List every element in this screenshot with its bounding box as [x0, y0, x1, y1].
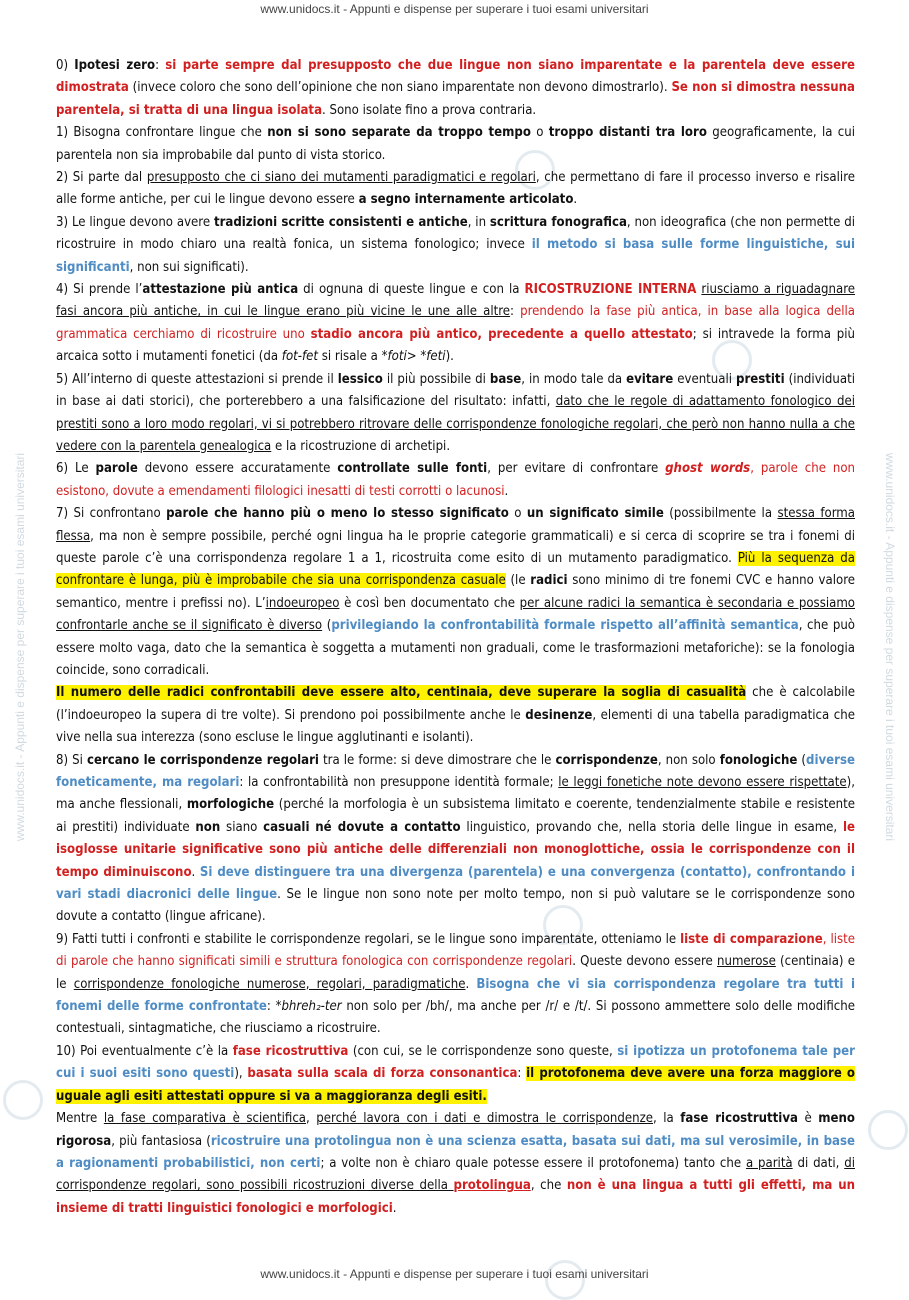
paragraph-11: Mentre la fase comparativa è scientifica, perché lavora con i dati e dimostra le corrispondenze, la fase ricostruttiva è meno rigorosa, più fantasiosa (ricostruire una protolingua non è una scienza esatta, basata sui dati, ma sul verosimile, in base a ragionamenti probabilistici, non certi; a volte non è chiaro quale potesse essere il protofonema) tanto che a parità di dati, di corrispondenze regolari, sono possibili ricostruzioni diverse della protolingua, che non è una lingua a tutti gli effetti, ma un insieme di tratti linguistici fonologici e morfologici.	[56, 1111, 855, 1216]
paragraph-6: 6) Le parole devono essere accuratamente controllate sulle fonti, per evitare di confrontare ghost words, parole che non esistono, dovute a emendamenti filologici inesatti di testi corrotti o lacunosi.	[56, 461, 856, 499]
side-watermark-left: www.unidocs.it - Appunti e dispense per superare i tuoi esami universitari	[13, 452, 27, 842]
paragraph-4: 4) Si prende l’attestazione più antica di ognuna di queste lingue e con la RICOSTRUZIONE INTERNA riusciamo a riguadagnare fasi ancora più antiche, in cui le lingue erano più vicine le une alle altre: prendendo la fase più antica, in base alla logica della grammatica cerchiamo di ricostruire uno stadio ancora più antico, precedente a quello attestato; si intravede la forma più arcaica sotto i mutamenti fonetici (da fot-fet si risale a *foti> *feti).	[56, 282, 856, 365]
side-watermark-right: www.unidocs.it - Appunti e dispense per superare i tuoi esami universitari	[883, 452, 897, 842]
paragraph-3: 3) Le lingue devono avere tradizioni scritte consistenti e antiche, in scrittura fonografica, non ideografica (che non permette di ricostruire in modo chiaro una realtà fonica, un sistema fonologico; invece il metodo si basa sulle forme linguistiche, sui significanti, non sui significati).	[56, 214, 855, 275]
watermark-logo-icon	[3, 1080, 43, 1120]
paragraph-7: 7) Si confrontano parole che hanno più o meno lo stesso significato o un significato simile (possibilmente la stessa forma flessa, ma non è sempre possibile, perché ogni lingua ha le proprie categorie grammaticali) e si cerca di scoprire se tra i fonemi di queste parole c’è una corrispondenza regolare 1 a 1, ricostruita come esito di un mutamento paradigmatico. Più la sequenza da confrontare è lunga, più è improbabile che sia una corrispondenza casuale (le radici sono minimo di tre fonemi CVC e hanno valore semantico, mentre i prefissi no). L’indoeuropeo è così ben documentato che per alcune radici la semantica è secondaria e possiamo confrontarle anche se il significato è diverso (privilegiando la confrontabilità formale rispetto all’affinità semantica, che può essere molto vaga, dato che la semantica è soggetta a mutamenti non graduali, come le trasformazioni metaforiche): se la fonologia coincide, sono corradicali.	[56, 506, 856, 678]
header-banner: www.unidocs.it - Appunti e dispense per superare i tuoi esami universitari	[260, 2, 649, 16]
paragraph-5: 5) All’interno di queste attestazioni si prende il lessico il più possibile di base, in modo tale da evitare eventuali prestiti (individuati in base ai dati storici), che porterebbero a una falsificazione del risultato: infatti, dato che le regole di adattamento fonologico dei prestiti sono a loro modo regolari, vi si potrebbero ritrovare delle corrispondenze fonologiche regolari, che però non hanno nulla a che vedere con la parentela genealogica e la ricostruzione di archetipi.	[56, 371, 855, 454]
paragraph-8: 8) Si cercano le corrispondenze regolari tra le forme: si deve dimostrare che le corrispondenze, non solo fonologiche (diverse foneticamente, ma regolari: la confrontabilità non presuppone identità formale; le leggi fonetiche note devono essere rispettate), ma anche flessionali, morfologiche (perché la morfologia è un subsistema limitato e coerente, tendenzialmente stabile e resistente ai prestiti) individuate non siano casuali né dovute a contatto linguistico, provando che, nella storia delle lingue in esame, le isoglosse unitarie significative sono più antiche delle differenziali non monoglottiche, ossia le corrispondenze con il tempo diminuiscono. Si deve distinguere tra una divergenza (parentela) e una convergenza (contatto), confrontando i vari stadi diacronici delle lingue. Se le lingue non sono note per molto tempo, non si può valutare se le corrispondenze sono dovute a contatto (lingue africane).	[56, 752, 856, 925]
paragraph-0: 0) Ipotesi zero: si parte sempre dal presupposto che due lingue non siano imparentate e la parentela deve essere dimostrata (invece coloro che sono dell’opinione che non siano imparentate non devono dimostrarlo). Se non si dimostra nessuna parentela, si tratta di una lingua isolata. Sono isolate fino a prova contraria.	[56, 58, 855, 118]
paragraph-7b: Il numero delle radici confrontabili deve essere alto, centinaia, deve superare la soglia di casualità che è calcolabile (l’indoeuropeo la supera di tre volte). Si prendono poi possibilmente anche le desinenze, elementi di una tabella paradigmatica che vive nella sua interezza (sono escluse le lingue agglutinanti e isolanti).	[56, 685, 855, 746]
paragraph-2: 2) Si parte dal presupposto che ci siano dei mutamenti paradigmatici e regolari, che permettano di fare il processo inverso e risalire alle forme antiche, per cui le lingue devono essere a segno internamente articolato.	[56, 170, 856, 208]
paragraph-10: 10) Poi eventualmente c’è la fase ricostruttiva (con cui, se le corrispondenze sono queste, si ipotizza un protofonema tale per cui i suoi esiti sono questi), basata sulla scala di forza consonantica: il protofonema deve avere una forza maggiore o uguale agli esiti attestati oppure si va a maggioranza degli esiti.	[56, 1043, 856, 1104]
footer-banner: www.unidocs.it - Appunti e dispense per superare i tuoi esami universitari	[260, 1267, 649, 1281]
document-body	[56, 55, 855, 1220]
paragraph-1: 1) Bisogna confrontare lingue che non si sono separate da troppo tempo o troppo distanti tra loro geograficamente, la cui parentela non sia improbabile dal punto di vista storico.	[56, 125, 856, 163]
paragraph-9: 9) Fatti tutti i confronti e stabilite le corrispondenze regolari, se le lingue sono imparentate, otteniamo le liste di comparazione, liste di parole che hanno significati simili e struttura fonologica con corrispondenze regolari. Queste devono essere numerose (centinaia) e le corrispondenze fonologiche numerose, regolari, paradigmatiche. Bisogna che vi sia corrispondenza regolare tra tutti i fonemi delle forme confrontate: *bhreh₂-ter non solo per /bh/, ma anche per /r/ e /t/. Si possono ammettere solo delle modifiche contestuali, sintagmatiche, che riusciamo a ricostruire.	[56, 931, 855, 1037]
watermark-logo-icon	[868, 1110, 908, 1150]
